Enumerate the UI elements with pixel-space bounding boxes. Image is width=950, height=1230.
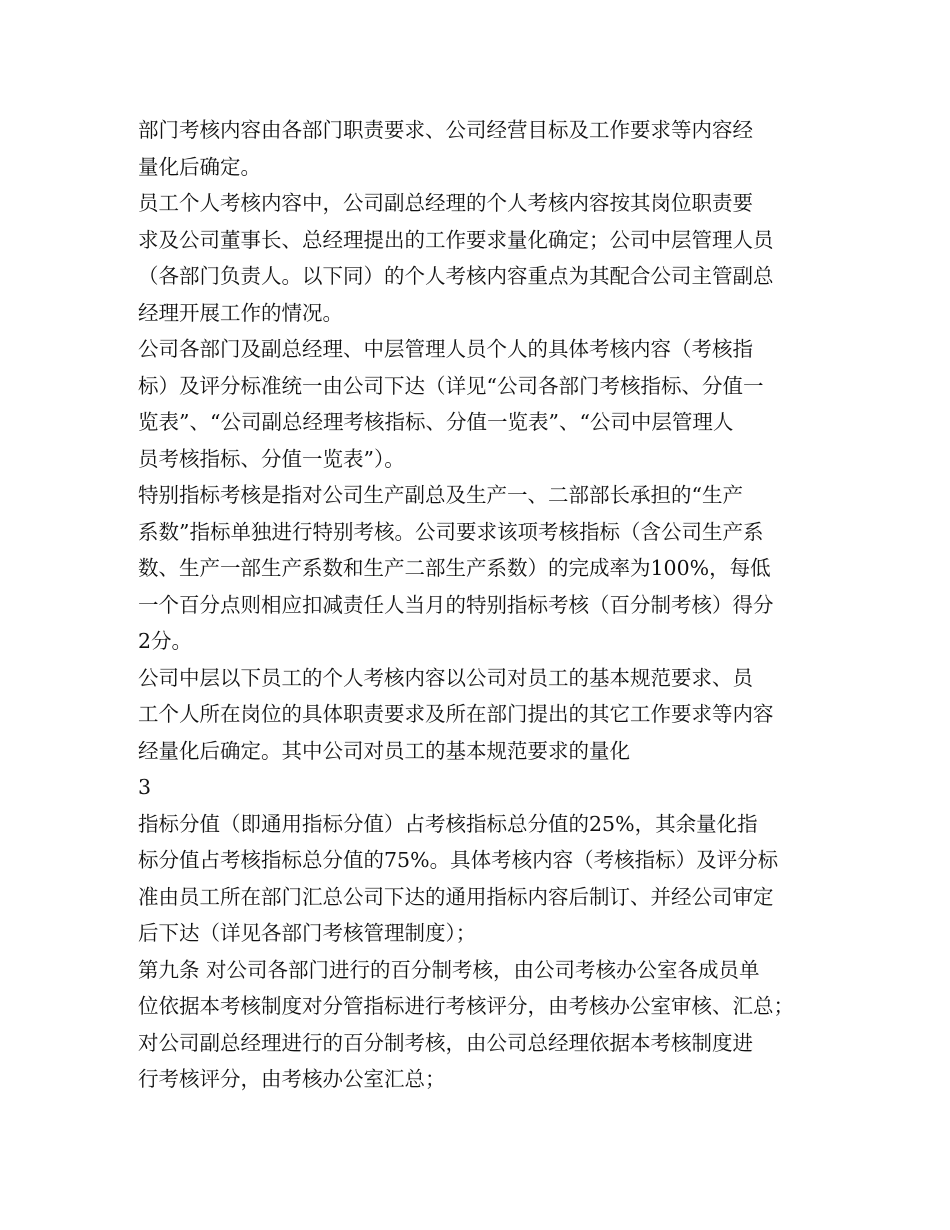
text-line: 2分。: [138, 629, 193, 653]
text-line: 特别指标考核是指对公司生产副总及生产一、二部部长承担的“生产: [138, 483, 743, 507]
text-line: 行考核评分，由考核办公室汇总；: [138, 1067, 446, 1091]
text-line: 对公司副总经理进行的百分制考核，由公司总经理依据本考核制度进: [138, 1030, 753, 1055]
text-line: 第九条 对公司各部门进行的百分制考核，由公司考核办公室各成员单: [138, 957, 760, 982]
text-line: 标）及评分标准统一由公司下达（详见“公司各部门考核指标、分值一: [138, 373, 764, 398]
text-line: 一个百分点则相应扣减责任人当月的特别指标考核（百分制考核）得分: [138, 592, 774, 617]
text-line: 经量化后确定。其中公司对员工的基本规范要求的量化: [138, 738, 630, 763]
text-line: 数、生产一部生产系数和生产二部生产系数）的完成率为100%，每低: [138, 556, 771, 580]
text-line: 指标分值（即通用指标分值）占考核指标总分值的25%，其余量化指: [138, 811, 758, 836]
text-line: 准由员工所在部门汇总公司下达的通用指标内容后制订、并经公司审定: [138, 884, 774, 909]
text-line: 员工个人考核内容中，公司副总经理的个人考核内容按其岗位职责要: [138, 191, 753, 215]
text-line: 公司中层以下员工的个人考核内容以公司对员工的基本规范要求、员: [138, 665, 753, 690]
text-line: 系数”指标单独进行特别考核。公司要求该项考核指标（含公司生产系: [138, 519, 764, 544]
document-body: [138, 112, 818, 1098]
text-line: 公司各部门及副总经理、中层管理人员个人的具体考核内容（考核指: [138, 337, 753, 361]
text-line: 求及公司董事长、总经理提出的工作要求量化确定；公司中层管理人员: [138, 227, 774, 252]
text-line: 员考核指标、分值一览表”）。: [138, 446, 405, 471]
text-line: 标分值占考核指标总分值的75%。具体考核内容（考核指标）及评分标: [138, 848, 779, 872]
text-line: （各部门负责人。以下同）的个人考核内容重点为其配合公司主管副总: [138, 264, 774, 288]
text-line: 经理开展工作的情况。: [138, 300, 343, 325]
text-line: 览表”、“公司副总经理考核指标、分值一览表”、“公司中层管理人: [138, 410, 734, 434]
text-line: 量化后确定。: [138, 154, 261, 179]
text-line: 后下达（详见各部门考核管理制度）；: [138, 921, 477, 945]
text-line: 部门考核内容由各部门职责要求、公司经营目标及工作要求等内容经: [138, 118, 753, 142]
page-number: 3: [138, 775, 152, 799]
text-line: 工个人所在岗位的具体职责要求及所在部门提出的其它工作要求等内容: [138, 702, 774, 726]
text-line: 位依据本考核制度对分管指标进行考核评分，由考核办公室审核、汇总；: [138, 994, 794, 1018]
